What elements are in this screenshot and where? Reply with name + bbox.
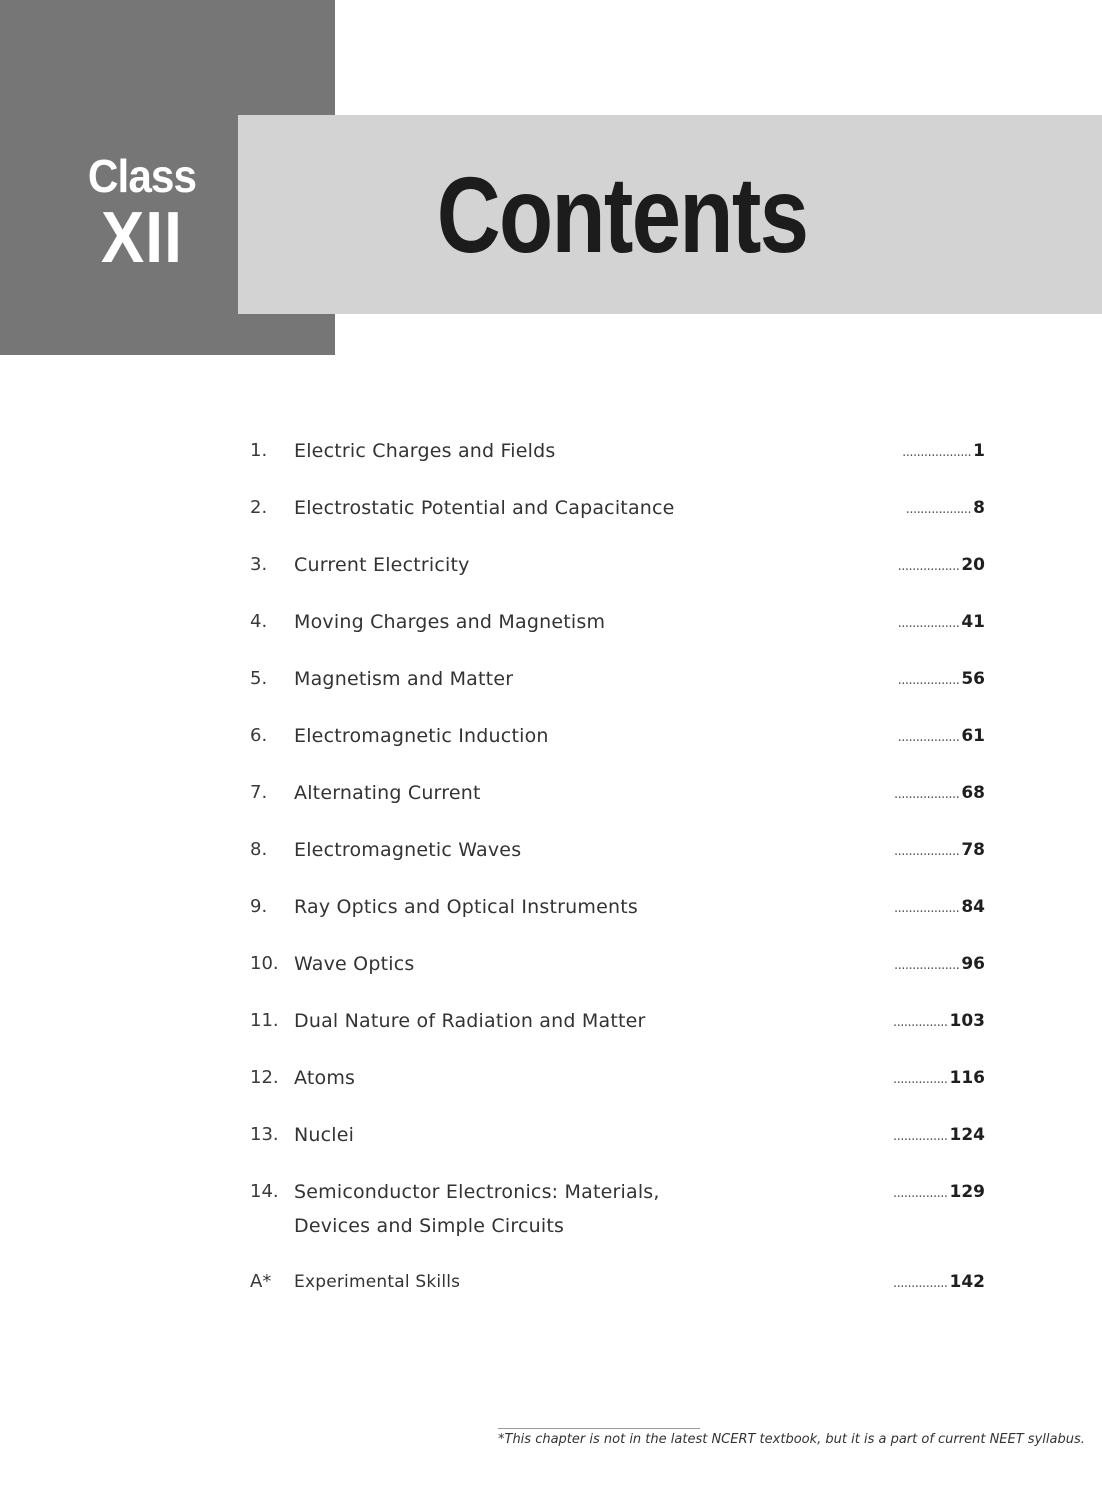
dot-leader: ................. <box>897 559 960 574</box>
page-number: 124 <box>949 1125 985 1145</box>
chapter-number: 9. <box>250 896 268 917</box>
toc-entry[interactable] <box>250 1057 985 1114</box>
page-number: 68 <box>961 783 985 803</box>
page-number: 41 <box>961 612 985 632</box>
footnote-divider <box>498 1428 700 1429</box>
chapter-title[interactable]: Current Electricity <box>294 554 470 576</box>
dot-leader: ................. <box>897 730 960 745</box>
chapter-title[interactable]: Ray Optics and Optical Instruments <box>294 896 639 918</box>
chapter-number: 3. <box>250 554 268 575</box>
chapter-number: 4. <box>250 611 268 632</box>
page-number: 20 <box>961 555 985 575</box>
chapter-title[interactable]: Wave Optics <box>294 953 415 975</box>
toc-entry[interactable] <box>250 943 985 1000</box>
dot-leader: .................. <box>893 958 960 973</box>
page-number: 96 <box>961 954 985 974</box>
toc-entry[interactable] <box>250 1171 985 1261</box>
page-reference <box>893 1122 985 1150</box>
dot-leader: .................. <box>893 901 960 916</box>
page-number: 142 <box>949 1272 985 1292</box>
chapter-title-line-1: Semiconductor Electronics: Materials, <box>294 1181 660 1203</box>
chapter-number: 6. <box>250 725 268 746</box>
footnote: *This chapter is not in the latest NCERT textbook, but it is a part of current NEET syllabus. <box>498 1432 1085 1447</box>
chapter-title[interactable]: Alternating Current <box>294 782 481 804</box>
page-reference <box>894 837 985 865</box>
chapter-title[interactable] <box>294 1175 814 1243</box>
page-title: Contents <box>436 154 808 275</box>
toc-entry[interactable] <box>250 430 985 487</box>
toc-entry[interactable] <box>250 772 985 829</box>
page-reference <box>893 1269 985 1297</box>
table-of-contents <box>250 430 985 1318</box>
chapter-number: 11. <box>250 1010 279 1031</box>
toc-entry[interactable] <box>250 658 985 715</box>
page-reference <box>902 438 985 466</box>
dot-leader: ................. <box>897 616 960 631</box>
page-reference <box>906 495 985 523</box>
class-number: XII <box>101 198 183 278</box>
page-number: 78 <box>961 840 985 860</box>
chapter-title[interactable]: Nuclei <box>294 1124 355 1146</box>
dot-leader: .................. <box>893 844 960 859</box>
chapter-number: 8. <box>250 839 268 860</box>
page-number: 1 <box>973 441 985 461</box>
page-reference <box>898 609 985 637</box>
page-number: 129 <box>949 1182 985 1202</box>
page-number: 8 <box>973 498 985 518</box>
chapter-number: A* <box>250 1271 272 1292</box>
toc-entry[interactable] <box>250 544 985 601</box>
dot-leader: ................. <box>897 673 960 688</box>
class-label: Class <box>87 150 197 202</box>
chapter-title[interactable]: Electromagnetic Waves <box>294 839 522 861</box>
page-reference <box>894 780 985 808</box>
toc-entry[interactable] <box>250 886 985 943</box>
chapter-number: 2. <box>250 497 268 518</box>
page-reference <box>893 1008 985 1036</box>
chapter-title[interactable]: Moving Charges and Magnetism <box>294 611 606 633</box>
page-reference <box>894 951 985 979</box>
page-number: 84 <box>961 897 985 917</box>
chapter-title[interactable]: Electrostatic Potential and Capacitance <box>294 497 675 519</box>
page-number: 56 <box>961 669 985 689</box>
chapter-number: 5. <box>250 668 268 689</box>
dot-leader: ................... <box>902 445 972 460</box>
toc-entry[interactable] <box>250 1000 985 1057</box>
dot-leader: .................. <box>905 502 972 517</box>
page-reference <box>893 1179 985 1207</box>
page-number: 116 <box>949 1068 985 1088</box>
toc-entry[interactable] <box>250 601 985 658</box>
toc-entry[interactable] <box>250 829 985 886</box>
chapter-number: 12. <box>250 1067 279 1088</box>
chapter-title[interactable]: Atoms <box>294 1067 356 1089</box>
toc-entry[interactable] <box>250 1261 985 1318</box>
page-reference <box>894 894 985 922</box>
page-number: 61 <box>961 726 985 746</box>
chapter-number: 7. <box>250 782 268 803</box>
page-reference <box>898 552 985 580</box>
chapter-number: 1. <box>250 440 268 461</box>
chapter-title[interactable]: Electric Charges and Fields <box>294 440 556 462</box>
page-number: 103 <box>949 1011 985 1031</box>
chapter-title-line-2: Devices and Simple Circuits <box>294 1215 565 1237</box>
chapter-number: 10. <box>250 953 279 974</box>
dot-leader: ............... <box>893 1015 948 1030</box>
toc-entry[interactable] <box>250 487 985 544</box>
toc-entry[interactable] <box>250 715 985 772</box>
chapter-title[interactable]: Magnetism and Matter <box>294 668 514 690</box>
dot-leader: .................. <box>893 787 960 802</box>
chapter-number: 13. <box>250 1124 279 1145</box>
page-reference <box>898 723 985 751</box>
dot-leader: ............... <box>893 1129 948 1144</box>
chapter-title[interactable]: Experimental Skills <box>294 1272 461 1292</box>
chapter-number: 14. <box>250 1181 279 1202</box>
toc-entry[interactable] <box>250 1114 985 1171</box>
page-reference <box>898 666 985 694</box>
dot-leader: ............... <box>893 1186 948 1201</box>
page-reference <box>893 1065 985 1093</box>
chapter-title[interactable]: Electromagnetic Induction <box>294 725 549 747</box>
dot-leader: ............... <box>893 1072 948 1087</box>
dot-leader: ............... <box>893 1276 948 1291</box>
chapter-title[interactable]: Dual Nature of Radiation and Matter <box>294 1010 646 1032</box>
title-band <box>238 115 1102 314</box>
